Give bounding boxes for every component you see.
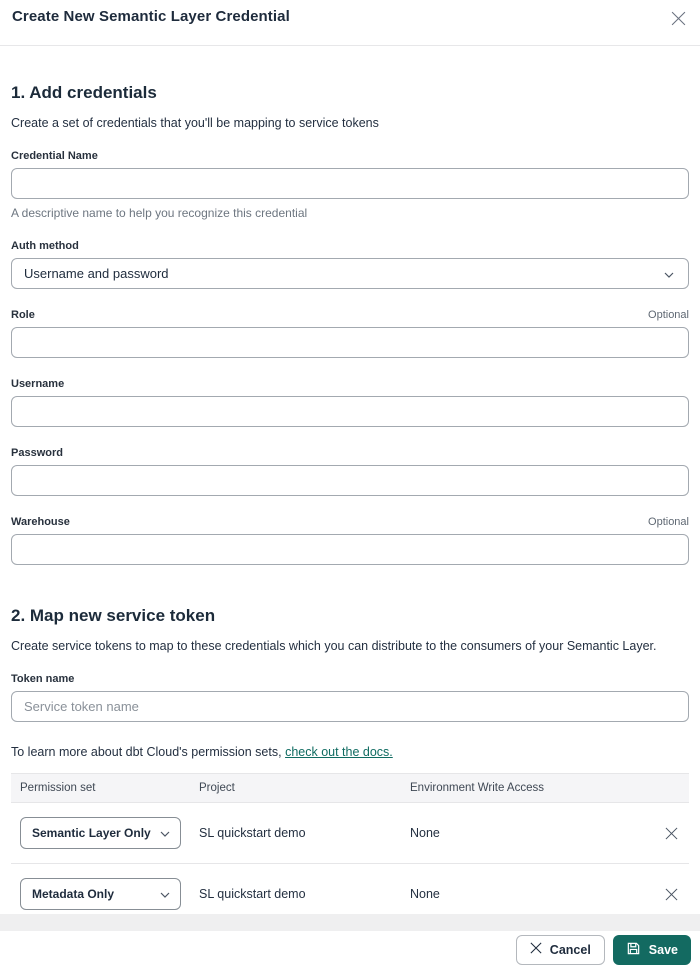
auth-method-label-row bbox=[11, 240, 689, 252]
auth-method-select[interactable] bbox=[11, 258, 689, 289]
chevron-down-icon bbox=[160, 824, 170, 842]
permissions-table bbox=[11, 773, 689, 925]
footer-divider-band bbox=[0, 914, 700, 931]
cancel-button[interactable] bbox=[516, 935, 605, 965]
save-button[interactable] bbox=[613, 935, 691, 965]
role-input[interactable] bbox=[11, 327, 689, 358]
close-icon bbox=[665, 889, 678, 904]
warehouse-input[interactable] bbox=[11, 534, 689, 565]
chevron-down-icon bbox=[664, 266, 674, 281]
warehouse-optional-badge: Optional bbox=[648, 516, 689, 528]
section-map-token-heading: 2. Map new service token bbox=[11, 606, 216, 625]
modal-title: Create New Semantic Layer Credential bbox=[12, 8, 290, 25]
credential-name-helper: A descriptive name to help you recognize this credential bbox=[11, 206, 308, 220]
remove-permission-button[interactable] bbox=[653, 827, 689, 840]
credential-name-input[interactable] bbox=[11, 168, 689, 199]
username-label-row bbox=[11, 378, 689, 390]
role-label-row bbox=[11, 309, 689, 321]
environment-write-access-cell: None bbox=[410, 826, 440, 840]
permission-set-select[interactable] bbox=[20, 878, 181, 910]
permissions-table-header bbox=[11, 773, 689, 803]
token-name-label-row bbox=[11, 673, 689, 685]
environment-write-access-cell: None bbox=[410, 887, 440, 901]
password-label-row bbox=[11, 447, 689, 459]
cancel-label: Cancel bbox=[549, 942, 591, 957]
section-add-credentials-description: Create a set of credentials that you'll be mapping to service tokens bbox=[11, 116, 379, 130]
docs-line-text: To learn more about dbt Cloud's permission sets, bbox=[11, 745, 286, 759]
permission-set-selected-value: Semantic Layer Only bbox=[32, 826, 151, 840]
remove-permission-button[interactable] bbox=[653, 888, 689, 901]
column-header-environment-write-access: Environment Write Access bbox=[410, 782, 545, 794]
credential-name-label: Credential Name bbox=[11, 150, 98, 162]
permission-set-selected-value: Metadata Only bbox=[32, 887, 115, 901]
close-button[interactable] bbox=[671, 11, 686, 26]
close-icon bbox=[530, 942, 542, 957]
close-icon bbox=[671, 14, 686, 29]
project-cell: SL quickstart demo bbox=[199, 826, 306, 840]
save-icon bbox=[626, 941, 641, 959]
save-label: Save bbox=[648, 942, 678, 957]
role-optional-badge: Optional bbox=[648, 309, 689, 321]
column-header-permission-set: Permission set bbox=[20, 782, 96, 794]
token-name-input[interactable] bbox=[11, 691, 689, 722]
modal-body bbox=[0, 83, 700, 959]
section-map-token-description: Create service tokens to map to these credentials which you can distribute to the consumers of your Semantic Layer. bbox=[11, 639, 657, 653]
role-label: Role bbox=[11, 309, 35, 321]
username-label: Username bbox=[11, 378, 65, 390]
warehouse-label: Warehouse bbox=[11, 516, 70, 528]
username-input[interactable] bbox=[11, 396, 689, 427]
close-icon bbox=[665, 828, 678, 843]
modal-header bbox=[0, 0, 700, 46]
credential-name-label-row bbox=[11, 150, 689, 162]
chevron-down-icon bbox=[160, 885, 170, 903]
warehouse-label-row bbox=[11, 516, 689, 528]
permission-set-select[interactable] bbox=[20, 817, 181, 849]
docs-link[interactable]: check out the docs. bbox=[285, 745, 393, 759]
password-input[interactable] bbox=[11, 465, 689, 496]
permission-row bbox=[11, 803, 689, 864]
project-cell: SL quickstart demo bbox=[199, 887, 306, 901]
auth-method-selected-value: Username and password bbox=[24, 266, 169, 281]
section-add-credentials-heading: 1. Add credentials bbox=[11, 83, 157, 102]
password-label: Password bbox=[11, 447, 63, 459]
docs-line bbox=[11, 745, 689, 759]
modal-footer bbox=[0, 931, 700, 968]
token-name-label: Token name bbox=[11, 673, 75, 685]
auth-method-label: Auth method bbox=[11, 240, 79, 252]
column-header-project: Project bbox=[199, 782, 235, 794]
